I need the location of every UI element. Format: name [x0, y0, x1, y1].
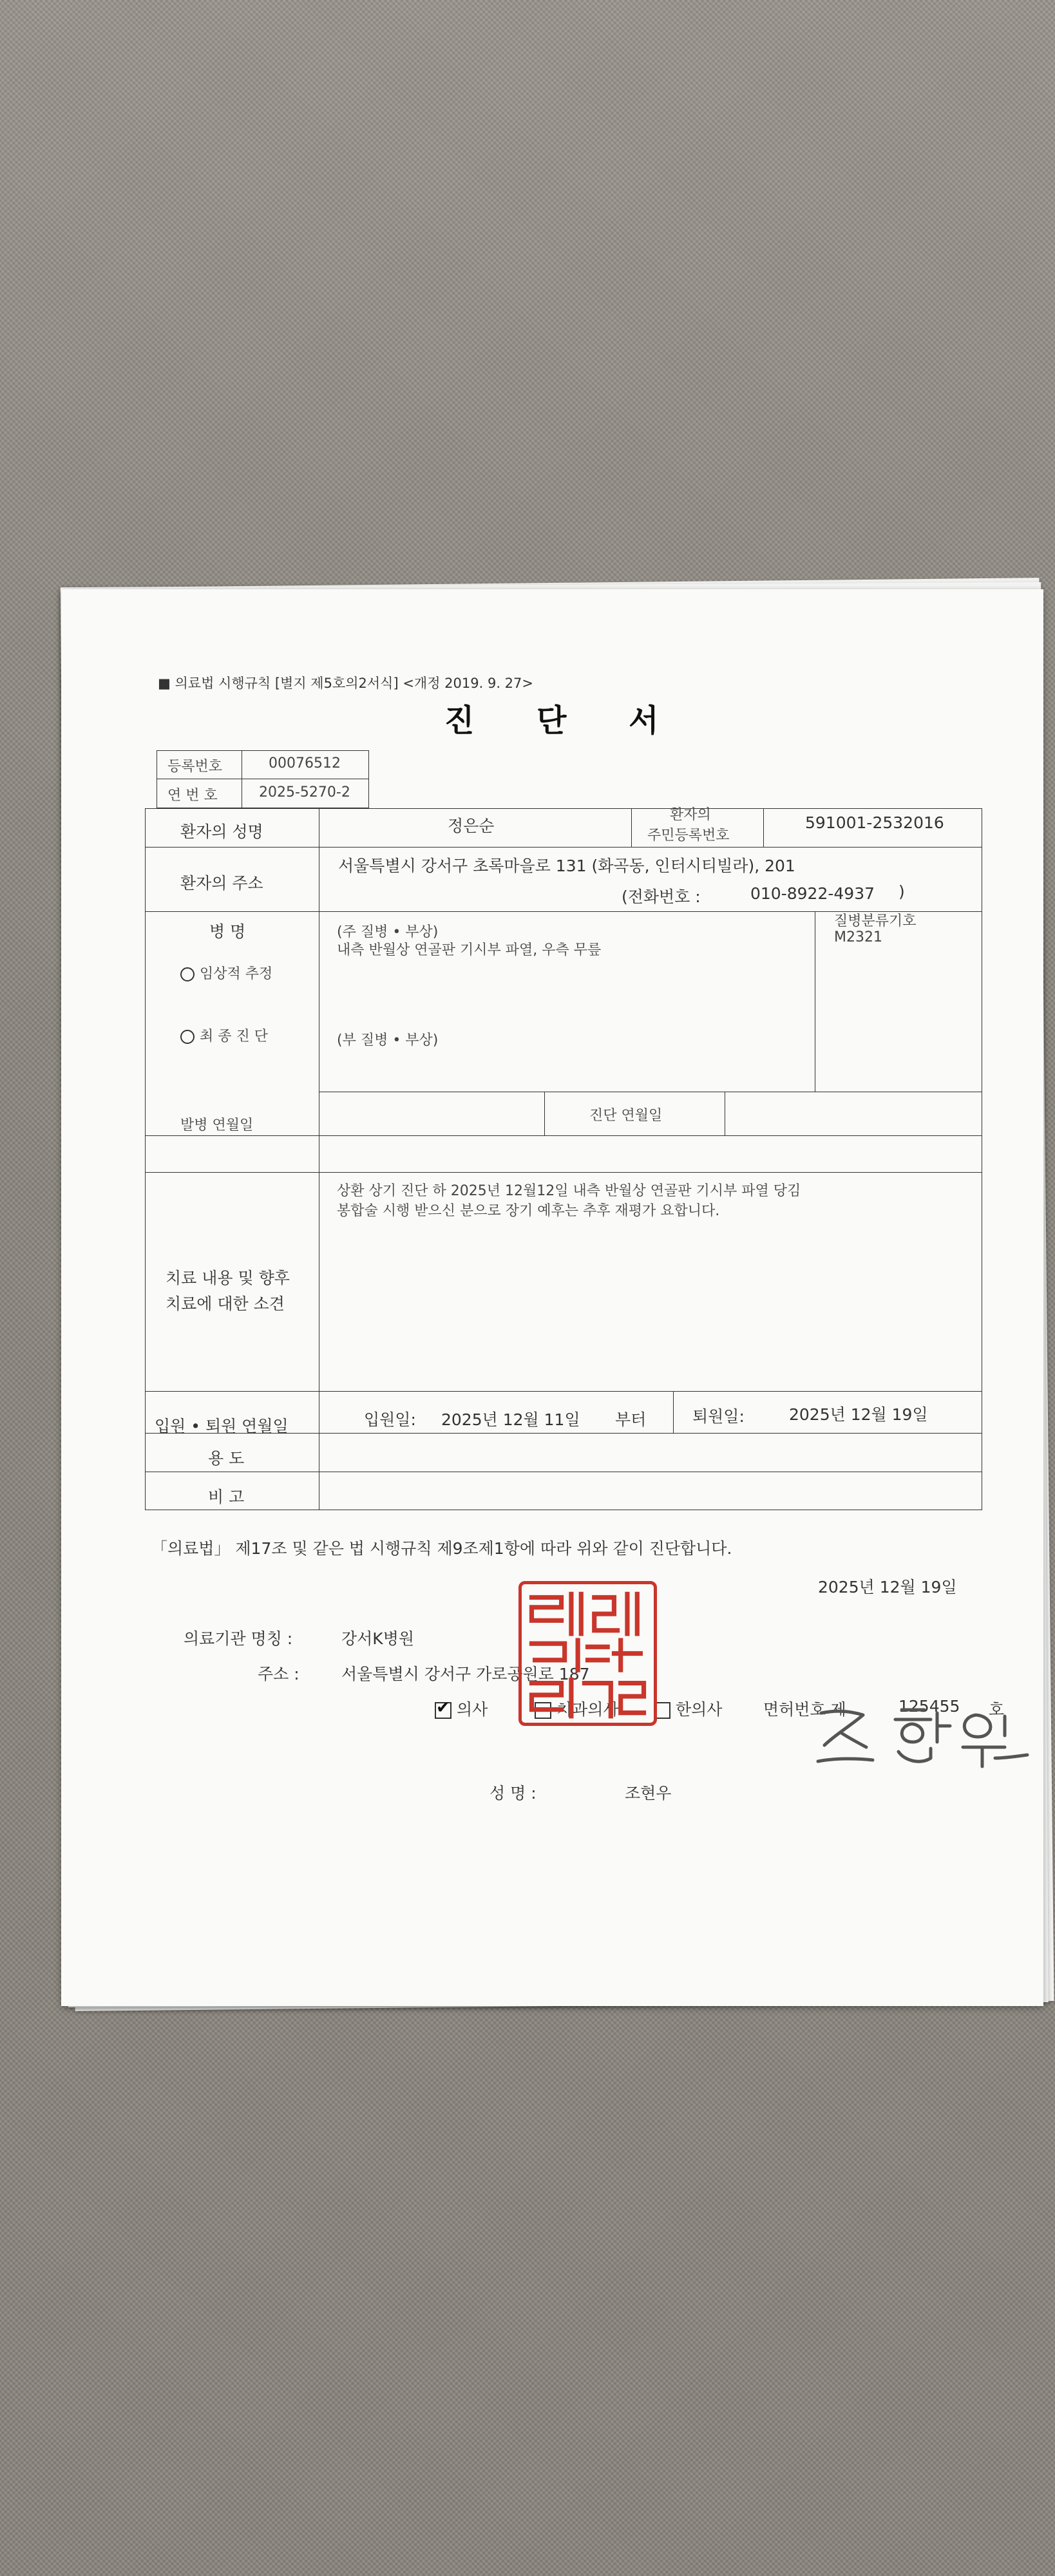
phone-close: ) — [898, 882, 905, 901]
diagnosis-label: 병 명 — [209, 922, 246, 941]
phone-label: (전화번호 : — [622, 887, 701, 906]
serial-label: 연 번 호 — [167, 788, 218, 804]
radio-circle — [180, 1030, 195, 1044]
patient-rrn: 591001-2532016 — [805, 813, 944, 832]
main-disease-text: 내측 반월상 연골판 기시부 파열, 우측 무릎 — [337, 942, 602, 958]
final-diagnosis-label: 최 종 진 단 — [200, 1028, 268, 1045]
onset-date-label: 발병 연월일 — [180, 1117, 254, 1133]
divider — [145, 1135, 982, 1136]
purpose-label: 용 도 — [208, 1449, 245, 1468]
dentist-label: 치과의사 — [556, 1700, 619, 1719]
checkbox-checked — [435, 1702, 451, 1719]
institution-address-label: 주소 : — [258, 1665, 299, 1683]
signer-label: 성 명 : — [489, 1784, 537, 1803]
diagnosis-date-label: 진단 연월일 — [589, 1108, 663, 1124]
from-text: 부터 — [615, 1410, 647, 1429]
reg-no-label: 등록번호 — [167, 759, 223, 775]
patient-phone: 010-8922-4937 — [750, 884, 875, 903]
main-disease-heading: (주 질병 • 부상) — [337, 924, 439, 940]
disease-code-label: 질병분류기호 — [834, 913, 917, 929]
disease-code: M2321 — [834, 929, 882, 945]
discharge-date-label: 퇴원일: — [692, 1407, 745, 1426]
signer-name: 조현우 — [625, 1784, 672, 1803]
rrn-label-line2: 주민등록번호 — [647, 828, 730, 844]
license-label: 면허번호 제 — [763, 1700, 846, 1719]
divider — [145, 847, 982, 848]
patient-name: 정은순 — [448, 817, 495, 835]
treatment-label-line1: 치료 내용 및 향후 — [166, 1269, 290, 1287]
admission-date-label: 입원일: — [364, 1410, 416, 1429]
reg-no-value: 00076512 — [269, 755, 341, 772]
institution-name-label: 의료기관 명칭 : — [184, 1629, 293, 1648]
certification-statement: 「의료법」 제17조 및 같은 법 시행규칙 제9조제1항에 따라 위와 같이 진단합니다. — [151, 1539, 732, 1558]
final-diagnosis-option — [180, 1025, 268, 1045]
rrn-label-line1: 환자의 — [670, 807, 711, 823]
remarks-label: 비 고 — [208, 1488, 245, 1506]
hospital-seal-stamp — [518, 1581, 657, 1726]
address-label: 환자의 주소 — [180, 874, 263, 893]
treatment-label-line2: 치료에 대한 소견 — [166, 1294, 285, 1313]
handwritten-signature — [812, 1697, 1043, 1774]
divider — [145, 1391, 982, 1392]
patient-name-label: 환자의 성명 — [180, 822, 263, 841]
treatment-text-line1: 상환 상기 진단 하 2025년 12월12일 내측 반월상 연골판 기시부 파열 당김 — [337, 1183, 801, 1199]
divider — [145, 1172, 982, 1173]
institution-address: 서울특별시 강서구 가로공원로 187 — [341, 1665, 590, 1683]
clinical-estimate-option — [180, 963, 272, 983]
divider — [763, 808, 764, 847]
license-number: 125455 — [898, 1697, 960, 1716]
patient-address: 서울특별시 강서구 초록마을로 131 (화곡동, 인터시티빌라), 201 — [338, 857, 795, 875]
oriental-doctor-checkbox-option — [654, 1697, 722, 1720]
divider — [673, 1391, 674, 1433]
radio-circle — [180, 967, 195, 981]
oriental-doctor-label: 한의사 — [676, 1700, 723, 1719]
seal-glyphs — [522, 1584, 654, 1723]
divider — [631, 808, 632, 847]
document-title: 진 단 서 — [444, 703, 685, 739]
discharge-date: 2025년 12월 19일 — [789, 1405, 928, 1424]
admission-label: 입원 • 퇴원 연월일 — [155, 1417, 289, 1435]
doctor-checkbox-option — [435, 1697, 488, 1720]
certification-date: 2025년 12월 19일 — [818, 1578, 957, 1596]
sub-disease-heading: (부 질병 • 부상) — [337, 1032, 439, 1048]
serial-value: 2025-5270-2 — [259, 784, 350, 800]
diagnosis-certificate-page — [61, 589, 1043, 2006]
doctor-label: 의사 — [457, 1700, 488, 1719]
clinical-estimate-label: 임상적 추정 — [200, 966, 273, 982]
treatment-text-line2: 봉합술 시행 받으신 분으로 장기 예후는 추후 재평가 요합니다. — [337, 1203, 720, 1219]
divider — [544, 1092, 545, 1135]
license-suffix: 호 — [989, 1700, 1005, 1719]
institution-name: 강서K병원 — [341, 1629, 414, 1648]
admission-date: 2025년 12월 11일 — [441, 1410, 580, 1429]
form-header-note: ■ 의료법 시행규칙 [별지 제5호의2서식] <개정 2019. 9. 27> — [158, 676, 533, 691]
